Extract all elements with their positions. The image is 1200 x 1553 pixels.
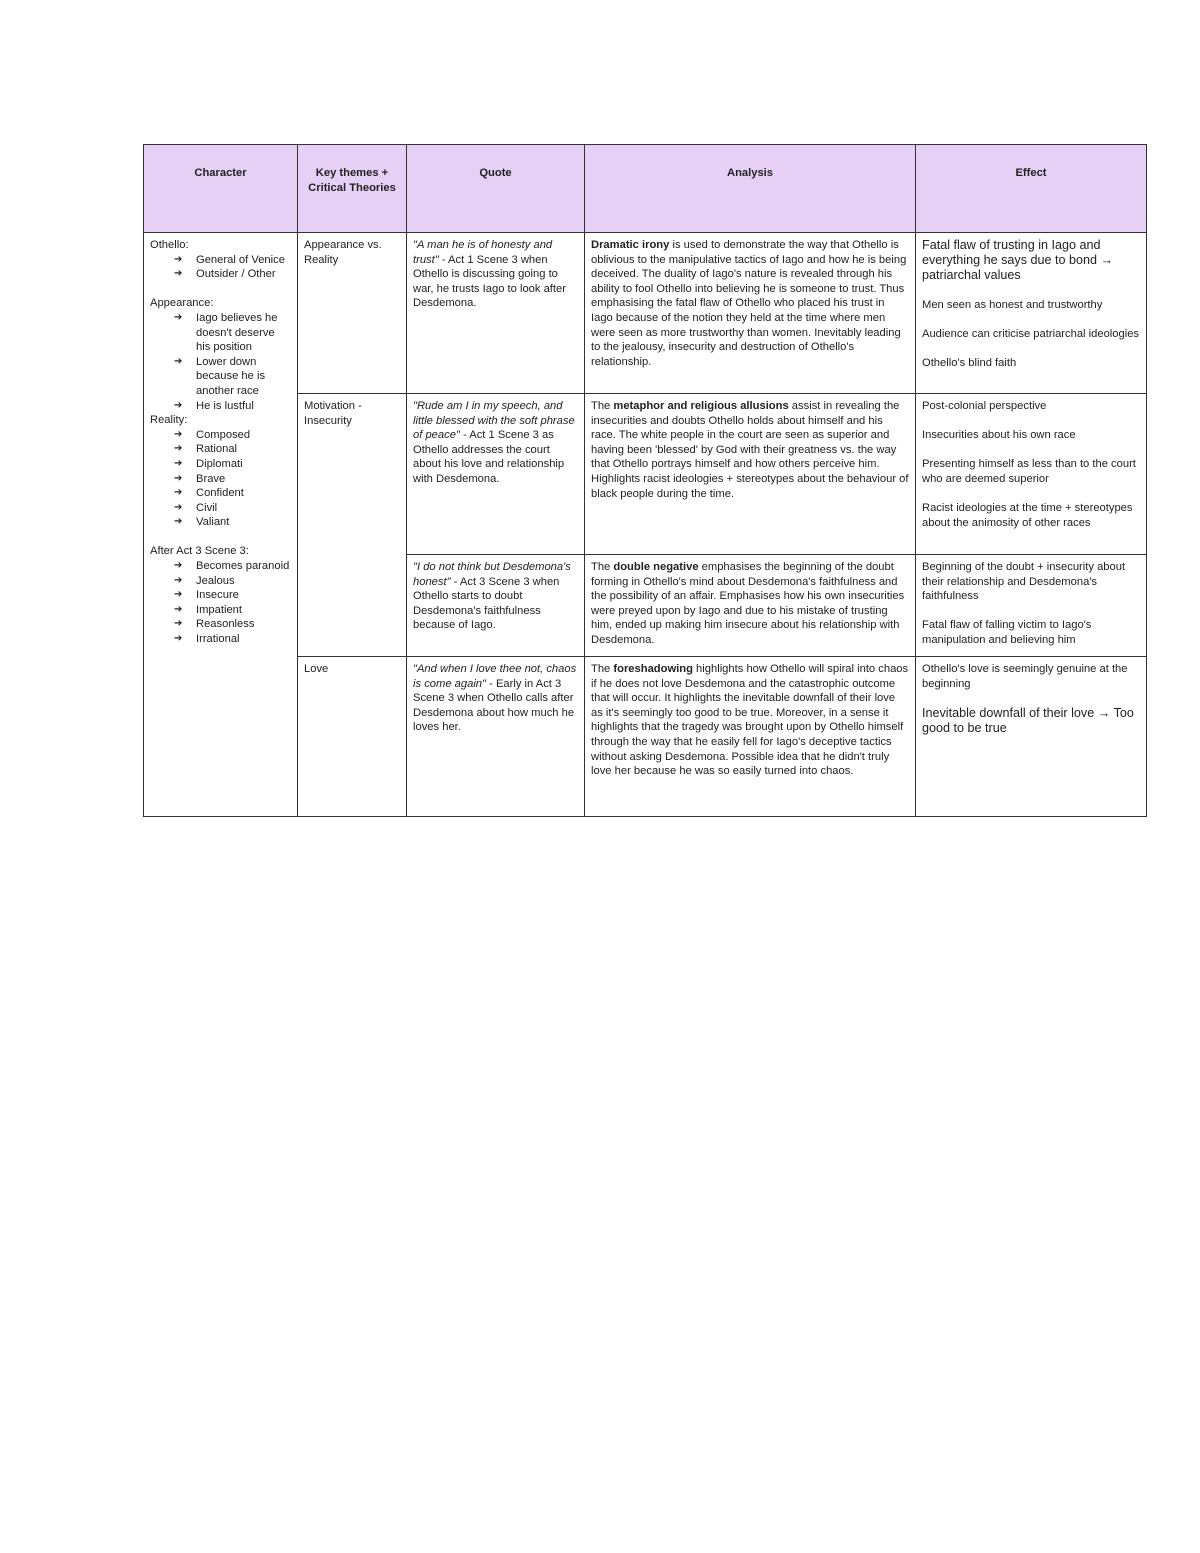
analysis-text: highlights how Othello will spiral into chaos if he does not love Desdemona and the catastrophic outcome that will occur. It highlights the inevitable downfall of their love as it's seemingly too good to be true. Moreover, in a sense it highlights that the tragedy was brought upon by Othello himself through the way that he easily fell for Iago's deceptive tactics without asking Desdemona. Possible idea that he didn't truly love her because he was so easily turned into chaos. xyxy=(591,663,909,778)
quote-cell xyxy=(407,657,585,817)
quote-text: "A man he is of honesty and trust" xyxy=(413,239,553,266)
effect-item: Presenting himself as less than to the court who are deemed superior xyxy=(922,458,1136,485)
list-item: ➔ Civil xyxy=(174,501,291,516)
technique-term: double negative xyxy=(613,561,699,573)
list-item: ➔ Becomes paranoid xyxy=(174,559,291,574)
list-item: ➔ Jealous xyxy=(174,574,291,589)
list-item: ➔ Rational xyxy=(174,442,291,457)
effect-item: Audience can criticise patriarchal ideologies xyxy=(922,327,1140,340)
effect-cell xyxy=(916,233,1147,394)
after-list xyxy=(150,559,291,647)
effect-cell xyxy=(916,555,1147,657)
list-item: ➔ Brave xyxy=(174,472,291,487)
effect-cell xyxy=(916,657,1147,817)
quote-cell xyxy=(407,233,585,394)
effect-item: Othello's love is seemingly genuine at the beginning xyxy=(922,663,1128,690)
list-item: ➔ Lower down because he is another race xyxy=(174,355,291,399)
theme-cell: Love xyxy=(298,657,407,817)
list-item: ➔ Iago believes he doesn't deserve his position xyxy=(174,311,291,355)
table-row xyxy=(144,233,1147,394)
list-item: ➔ General of Venice xyxy=(174,253,291,268)
list-item: ➔ Impatient xyxy=(174,603,291,618)
effect-item: Fatal flaw of falling victim to Iago's manipulation and believing him xyxy=(922,619,1092,646)
othello-analysis-table xyxy=(143,144,1147,817)
appearance-label: Appearance: xyxy=(150,297,214,310)
technique-term: Dramatic irony xyxy=(591,239,670,251)
header-analysis: Analysis xyxy=(585,145,916,233)
after-label: After Act 3 Scene 3: xyxy=(150,545,249,558)
effect-item: Racist ideologies at the time + stereotypes about the animosity of other races xyxy=(922,502,1133,529)
analysis-cell: The metaphor and religious allusions assist in revealing the insecurities and doubts Othello holds about himself and his race. The white people in the court are seen as superior and having been 'blessed' by God with their greatness vs. the way that Othello portrays himself and how others perceive him. Highlights racist ideologies + stereotypes about the behaviour of black people during the time. xyxy=(585,394,916,555)
analysis-text: emphasises the beginning of the doubt forming in Othello's mind about Desdemona's faithfulness and the possibility of an affair. Emphasises how his own insecurities were preyed upon by Iago and due to his mistake of trusting him, ended up making him insecure about his relationship with Desdemona. xyxy=(591,561,905,646)
effect-item: Post-colonial perspective xyxy=(922,400,1047,412)
technique-term: metaphor and religious allusions xyxy=(613,400,789,412)
technique-term: foreshadowing xyxy=(613,663,693,675)
analysis-cell xyxy=(585,233,916,394)
reality-label: Reality: xyxy=(150,414,188,427)
effect-item: Fatal flaw of trusting in Iago and everything he says due to bond → patriarchal values xyxy=(922,238,1114,282)
list-item: ➔ Valiant xyxy=(174,515,291,530)
quote-text: "And when I love thee not, chaos is come again" xyxy=(413,663,577,690)
appearance-list xyxy=(150,311,291,413)
header-row xyxy=(144,145,1147,233)
analysis-text: assist in revealing the insecurities and doubts Othello holds about himself and his race. The white people in the court are seen as superior and having been 'blessed' by God with their greatness vs. the way that Othello portrays himself and how others perceive him. Highlights racist ideologies + stereotypes about the behaviour of black people during the time. xyxy=(591,400,909,500)
quote-context: - Act 1 Scene 3 as Othello addresses the court about his love and relationship with Desdemona. xyxy=(413,429,565,485)
effect-cell xyxy=(916,394,1147,555)
list-item: ➔ Outsider / Other xyxy=(174,267,291,282)
quote-cell xyxy=(407,394,585,555)
list-item: ➔ Reasonless xyxy=(174,617,291,632)
effect-item: Beginning of the doubt + insecurity about their relationship and Desdemona's faithfulness xyxy=(922,561,1126,603)
list-item: ➔ Irrational xyxy=(174,632,291,647)
effect-item: Insecurities about his own race xyxy=(922,429,1076,442)
effect-item: Othello's blind faith xyxy=(922,356,1017,369)
othello-label: Othello: xyxy=(150,239,189,251)
header-key-themes: Key themes + Critical Theories xyxy=(298,145,407,233)
analysis-text: is used to demonstrate the way that Othello is oblivious to the manipulative tactics of Iago and how he is being deceived. The duality of Iago's nature is revealed through his ability to fool Othello into believing he is someone to trust. Thus emphasising the fatal flaw of Othello who placed his trust in Iago because of the notion they held at the time where men were seen as more trustworthy than women. Inevitably leading to the jealousy, insecurity and destruction of Othello's relationship. xyxy=(591,239,907,368)
quote-text: "I do not think but Desdemona's honest" xyxy=(413,561,571,588)
analysis-cell: The double negative emphasises the beginning of the doubt forming in Othello's mind about Desdemona's faithfulness and the possibility of an affair. Emphasises how his own insecurities were preyed upon by Iago and due to his mistake of trusting him, ended up making him insecure about his relationship with Desdemona. xyxy=(585,555,916,657)
effect-item: Men seen as honest and trustworthy xyxy=(922,298,1103,311)
list-item: ➔ Insecure xyxy=(174,588,291,603)
reality-list xyxy=(150,428,291,530)
list-item: ➔ He is lustful xyxy=(174,399,291,414)
list-item: ➔ Diplomati xyxy=(174,457,291,472)
theme-cell: Motivation - Insecurity xyxy=(298,394,407,657)
header-quote: Quote xyxy=(407,145,585,233)
quote-context: - Act 3 Scene 3 when Othello starts to doubt Desdemona's faithfulness because of Iago. xyxy=(413,575,560,632)
list-item: ➔ Composed xyxy=(174,428,291,443)
othello-list xyxy=(150,253,291,282)
header-character: Character xyxy=(144,145,298,233)
quote-text: "Rude am I in my speech, and little blessed with the soft phrase of peace" xyxy=(413,400,575,442)
character-cell xyxy=(144,233,298,817)
effect-item: Inevitable downfall of their love → Too good to be true xyxy=(922,705,1134,735)
analysis-cell: The foreshadowing highlights how Othello will spiral into chaos if he does not love Desdemona and the catastrophic outcome that will occur. It highlights the inevitable downfall of their love as it's seemingly too good to be true. Moreover, in a sense it highlights that the tragedy was brought upon by Othello himself through the way that he easily fell for Iago's deceptive tactics without asking Desdemona. Possible idea that he didn't truly love her because he was so easily turned into chaos. xyxy=(585,657,916,817)
quote-context: - Early in Act 3 Scene 3 when Othello calls after Desdemona about how much he loves her. xyxy=(413,677,575,734)
header-effect: Effect xyxy=(916,145,1147,233)
quote-context: - Act 1 Scene 3 when Othello is discussing going to war, he trusts Iago to look after Desdemona. xyxy=(413,253,566,310)
quote-cell xyxy=(407,555,585,657)
list-item: ➔ Confident xyxy=(174,486,291,501)
theme-cell: Appearance vs. Reality xyxy=(298,233,407,394)
